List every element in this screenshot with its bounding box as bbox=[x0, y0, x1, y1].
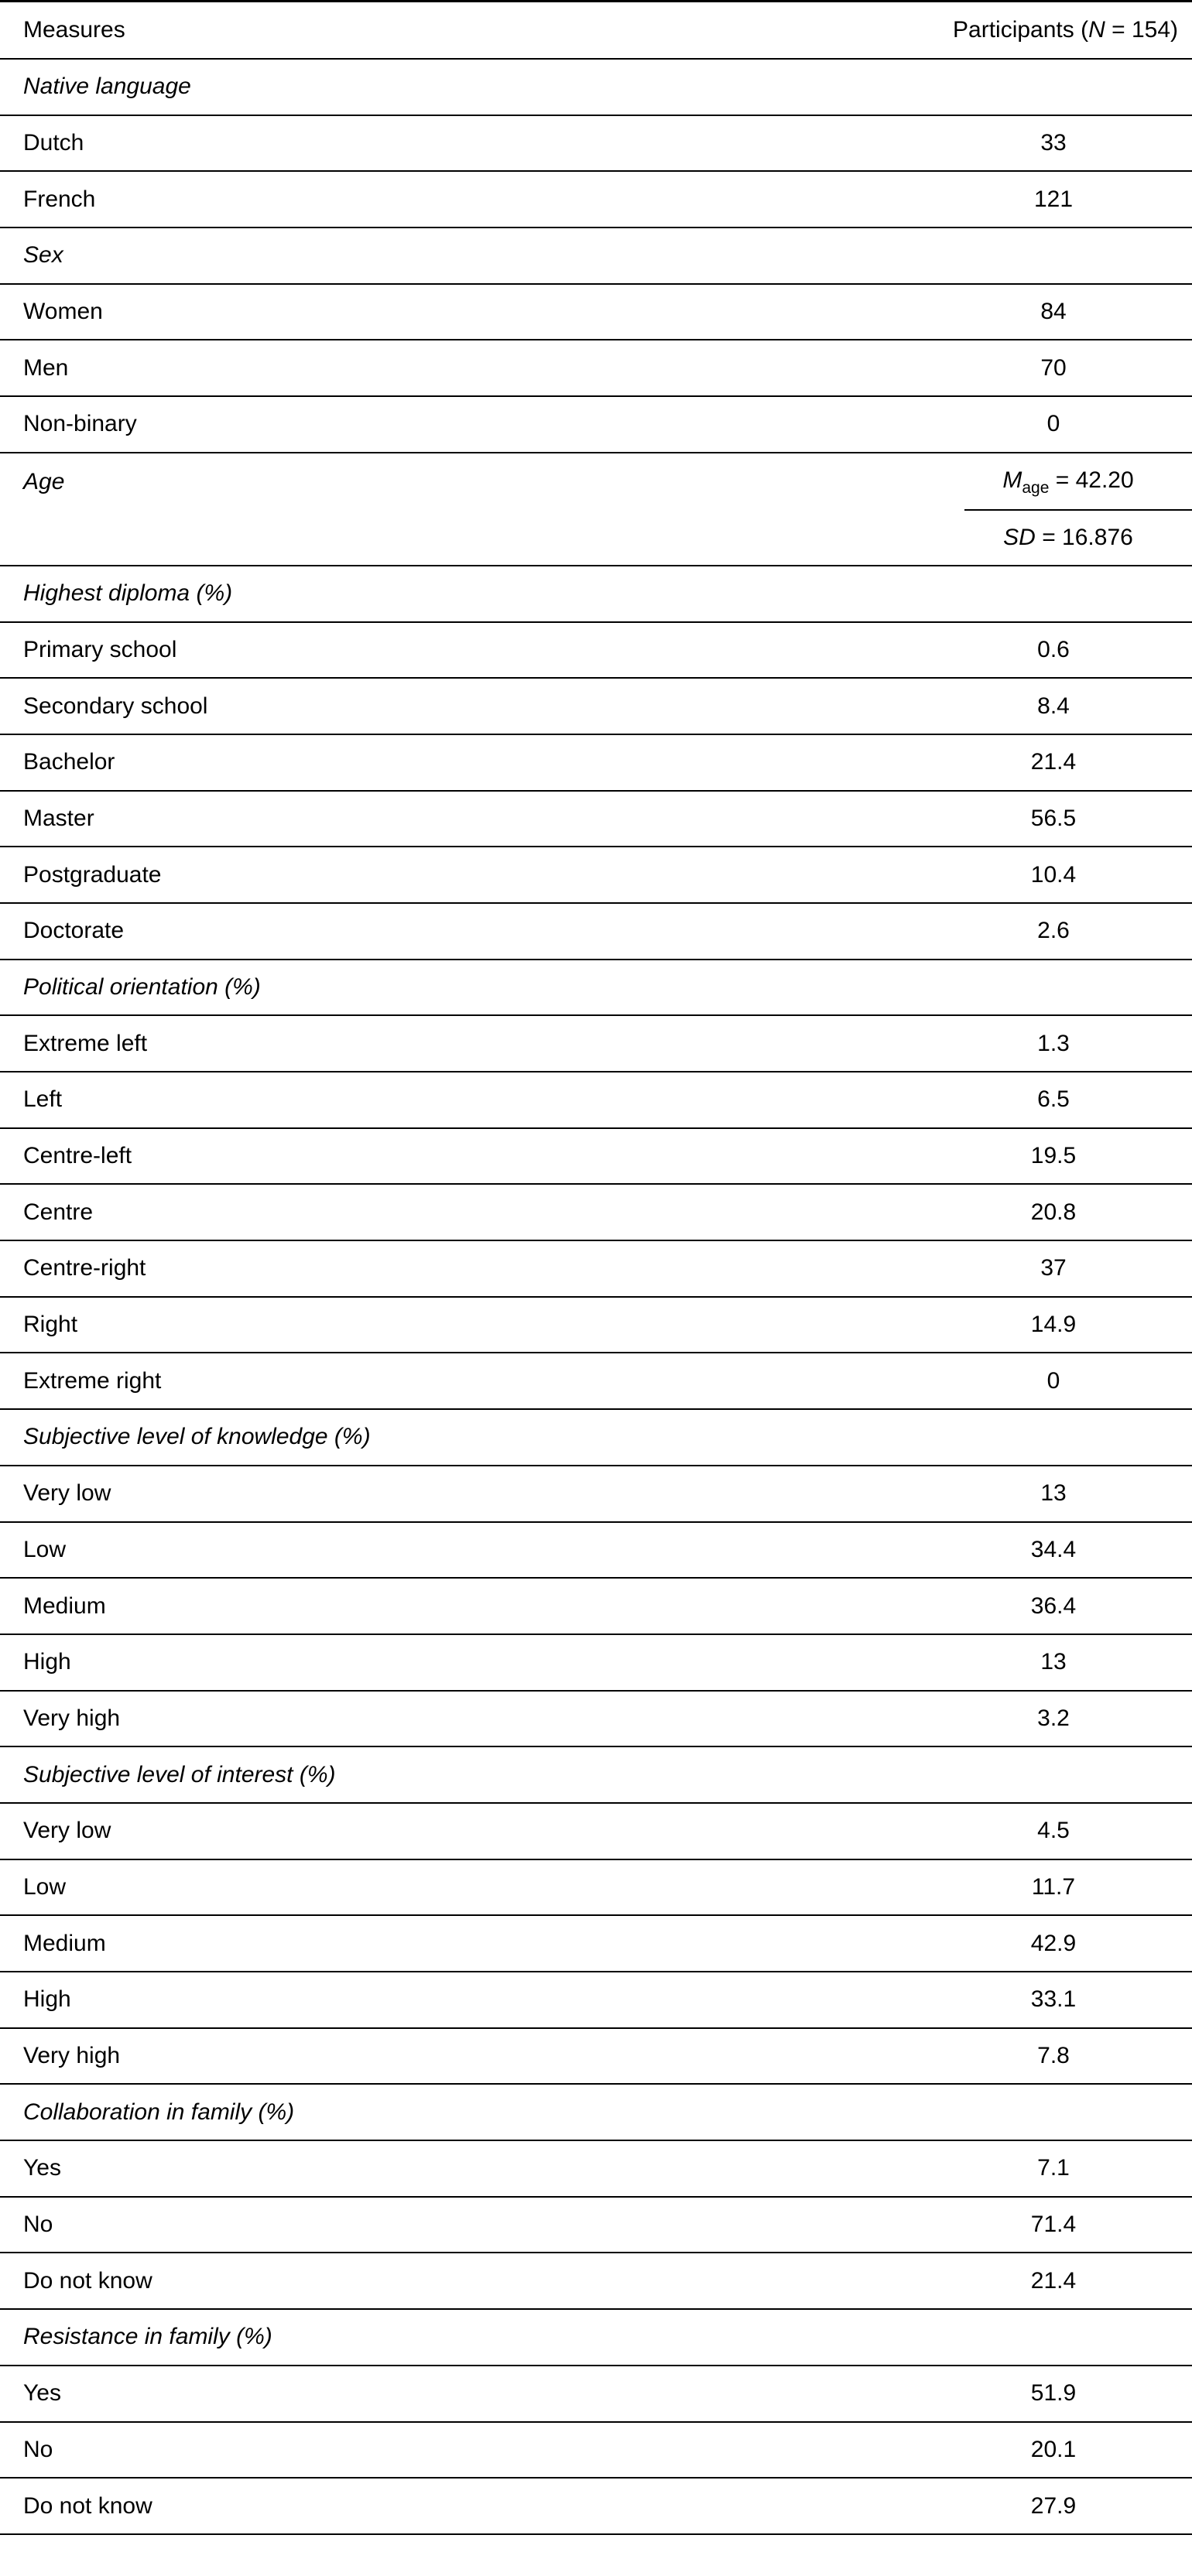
age-sd bbox=[960, 525, 1177, 551]
section-collaboration bbox=[0, 2085, 1192, 2141]
row-value: 21.4 bbox=[1030, 749, 1077, 775]
participants-n-symbol: N bbox=[1088, 17, 1105, 43]
table-row bbox=[0, 1298, 1192, 1354]
row-value: 70 bbox=[1040, 354, 1067, 381]
row-label: Low bbox=[23, 1873, 67, 1900]
section-political-orientation bbox=[0, 960, 1192, 1017]
table-row bbox=[0, 1916, 1192, 1972]
table-row bbox=[0, 1804, 1192, 1860]
table-row bbox=[0, 285, 1192, 341]
row-label: Very high bbox=[23, 2043, 121, 2069]
row-value: 19.5 bbox=[1030, 1143, 1077, 1169]
section-label: Native language bbox=[23, 74, 191, 100]
row-value: 33 bbox=[1040, 130, 1067, 156]
row-label: Centre bbox=[23, 1199, 94, 1225]
section-native-language bbox=[0, 60, 1192, 116]
row-value: 20.8 bbox=[1030, 1199, 1077, 1225]
age-mean bbox=[960, 467, 1177, 498]
table-row bbox=[0, 1635, 1192, 1692]
table-row bbox=[0, 847, 1192, 904]
row-value: 8.4 bbox=[1037, 693, 1070, 719]
row-label: Secondary school bbox=[23, 693, 208, 719]
row-value: 21.4 bbox=[1030, 2267, 1077, 2294]
table-row bbox=[0, 1016, 1192, 1072]
mean-value: = 42.20 bbox=[1049, 467, 1134, 493]
row-value: 14.9 bbox=[1030, 1312, 1077, 1338]
row-value: 121 bbox=[1033, 186, 1074, 212]
section-label: Political orientation (%) bbox=[23, 973, 261, 1000]
section-label: Collaboration in family (%) bbox=[23, 2099, 295, 2125]
measures-column-header: Measures bbox=[23, 17, 125, 43]
row-label: Dutch bbox=[23, 130, 84, 156]
row-value: 0 bbox=[1046, 1367, 1060, 1394]
row-value: 2.6 bbox=[1037, 918, 1070, 944]
section-knowledge bbox=[0, 1410, 1192, 1466]
section-label: Sex bbox=[23, 242, 63, 269]
row-label: Left bbox=[23, 1086, 63, 1113]
table-row bbox=[0, 792, 1192, 848]
row-label: Very low bbox=[23, 1818, 111, 1844]
row-label: Very low bbox=[23, 1480, 111, 1507]
table-row bbox=[0, 2253, 1192, 2310]
row-label: No bbox=[23, 2212, 53, 2238]
row-value: 7.1 bbox=[1037, 2155, 1070, 2181]
row-label: Do not know bbox=[23, 2267, 152, 2294]
table-row bbox=[0, 1129, 1192, 1185]
section-age bbox=[0, 453, 1192, 566]
section-resistance bbox=[0, 2310, 1192, 2366]
section-label: Subjective level of knowledge (%) bbox=[23, 1424, 371, 1450]
table-header-row bbox=[0, 2, 1192, 60]
participants-column-header bbox=[953, 17, 1178, 43]
table-row bbox=[0, 2198, 1192, 2254]
row-value: 33.1 bbox=[1030, 1986, 1077, 2013]
row-value: 3.2 bbox=[1037, 1705, 1070, 1731]
row-value: 7.8 bbox=[1037, 2043, 1070, 2069]
sd-value: = 16.876 bbox=[1035, 524, 1133, 550]
mean-subscript: age bbox=[1022, 478, 1050, 497]
table-row bbox=[0, 904, 1192, 960]
row-value: 51.9 bbox=[1030, 2380, 1077, 2407]
row-label: Non-binary bbox=[23, 411, 137, 437]
row-label: Right bbox=[23, 1312, 78, 1338]
table-row bbox=[0, 2479, 1192, 2535]
table-row bbox=[0, 1466, 1192, 1523]
row-label: Master bbox=[23, 805, 94, 831]
table-row bbox=[0, 116, 1192, 173]
row-value: 13 bbox=[1040, 1649, 1067, 1675]
row-value: 13 bbox=[1040, 1480, 1067, 1507]
row-label: Medium bbox=[23, 1930, 106, 1956]
row-value: 34.4 bbox=[1030, 1536, 1077, 1562]
table-row bbox=[0, 679, 1192, 735]
mean-symbol: M bbox=[1002, 467, 1022, 493]
row-value: 71.4 bbox=[1030, 2212, 1077, 2238]
table-row bbox=[0, 1185, 1192, 1241]
table-row bbox=[0, 1972, 1192, 2029]
row-label: Do not know bbox=[23, 2492, 152, 2519]
row-label: High bbox=[23, 1986, 71, 2013]
row-label: French bbox=[23, 186, 96, 212]
participants-prefix: Participants ( bbox=[953, 17, 1089, 43]
section-label: Highest diploma (%) bbox=[23, 580, 233, 607]
row-label: Centre-right bbox=[23, 1255, 146, 1281]
row-label: Medium bbox=[23, 1592, 106, 1619]
table-row bbox=[0, 172, 1192, 228]
row-value: 27.9 bbox=[1030, 2492, 1077, 2519]
section-highest-diploma bbox=[0, 566, 1192, 623]
table-row bbox=[0, 623, 1192, 679]
row-label: Women bbox=[23, 299, 103, 325]
row-label: Men bbox=[23, 354, 69, 381]
section-label: Age bbox=[23, 468, 65, 494]
row-label: No bbox=[23, 2436, 53, 2462]
section-label: Subjective level of interest (%) bbox=[23, 1761, 336, 1787]
row-label: Extreme left bbox=[23, 1030, 148, 1056]
table-row bbox=[0, 2141, 1192, 2198]
row-value: 10.4 bbox=[1030, 861, 1077, 888]
row-value: 6.5 bbox=[1037, 1086, 1070, 1113]
row-label: Postgraduate bbox=[23, 861, 162, 888]
row-label: Primary school bbox=[23, 636, 177, 662]
section-sex bbox=[0, 228, 1192, 285]
row-label: Extreme right bbox=[23, 1367, 162, 1394]
table-row bbox=[0, 1579, 1192, 1635]
age-divider bbox=[964, 509, 1192, 511]
row-value: 56.5 bbox=[1030, 805, 1077, 831]
row-value: 36.4 bbox=[1030, 1592, 1077, 1619]
table-row bbox=[0, 1523, 1192, 1579]
row-label: Very high bbox=[23, 1705, 121, 1731]
section-interest bbox=[0, 1747, 1192, 1804]
sd-symbol: SD bbox=[1003, 524, 1036, 550]
table-row bbox=[0, 1072, 1192, 1129]
row-value: 0.6 bbox=[1037, 636, 1070, 662]
row-value: 0 bbox=[1046, 411, 1060, 437]
row-label: Centre-left bbox=[23, 1143, 132, 1169]
participants-suffix: = 154) bbox=[1105, 17, 1178, 43]
row-label: Low bbox=[23, 1536, 67, 1562]
table-row bbox=[0, 2029, 1192, 2085]
table-row bbox=[0, 397, 1192, 453]
table-row bbox=[0, 1241, 1192, 1298]
table-row bbox=[0, 340, 1192, 397]
row-label: Yes bbox=[23, 2380, 61, 2407]
row-label: Yes bbox=[23, 2155, 61, 2181]
row-value: 1.3 bbox=[1037, 1030, 1070, 1056]
table-row bbox=[0, 2423, 1192, 2479]
row-label: High bbox=[23, 1649, 71, 1675]
row-value: 37 bbox=[1040, 1255, 1067, 1281]
row-value: 4.5 bbox=[1037, 1818, 1070, 1844]
row-value: 84 bbox=[1040, 299, 1067, 325]
table-row bbox=[0, 735, 1192, 792]
table-row bbox=[0, 1692, 1192, 1748]
row-value: 11.7 bbox=[1031, 1873, 1076, 1900]
section-label: Resistance in family (%) bbox=[23, 2324, 272, 2350]
table-row bbox=[0, 2366, 1192, 2423]
row-value: 20.1 bbox=[1030, 2436, 1077, 2462]
row-label: Doctorate bbox=[23, 918, 125, 944]
row-value: 42.9 bbox=[1030, 1930, 1077, 1956]
row-label: Bachelor bbox=[23, 749, 115, 775]
table-row bbox=[0, 1353, 1192, 1410]
table-row bbox=[0, 1860, 1192, 1917]
